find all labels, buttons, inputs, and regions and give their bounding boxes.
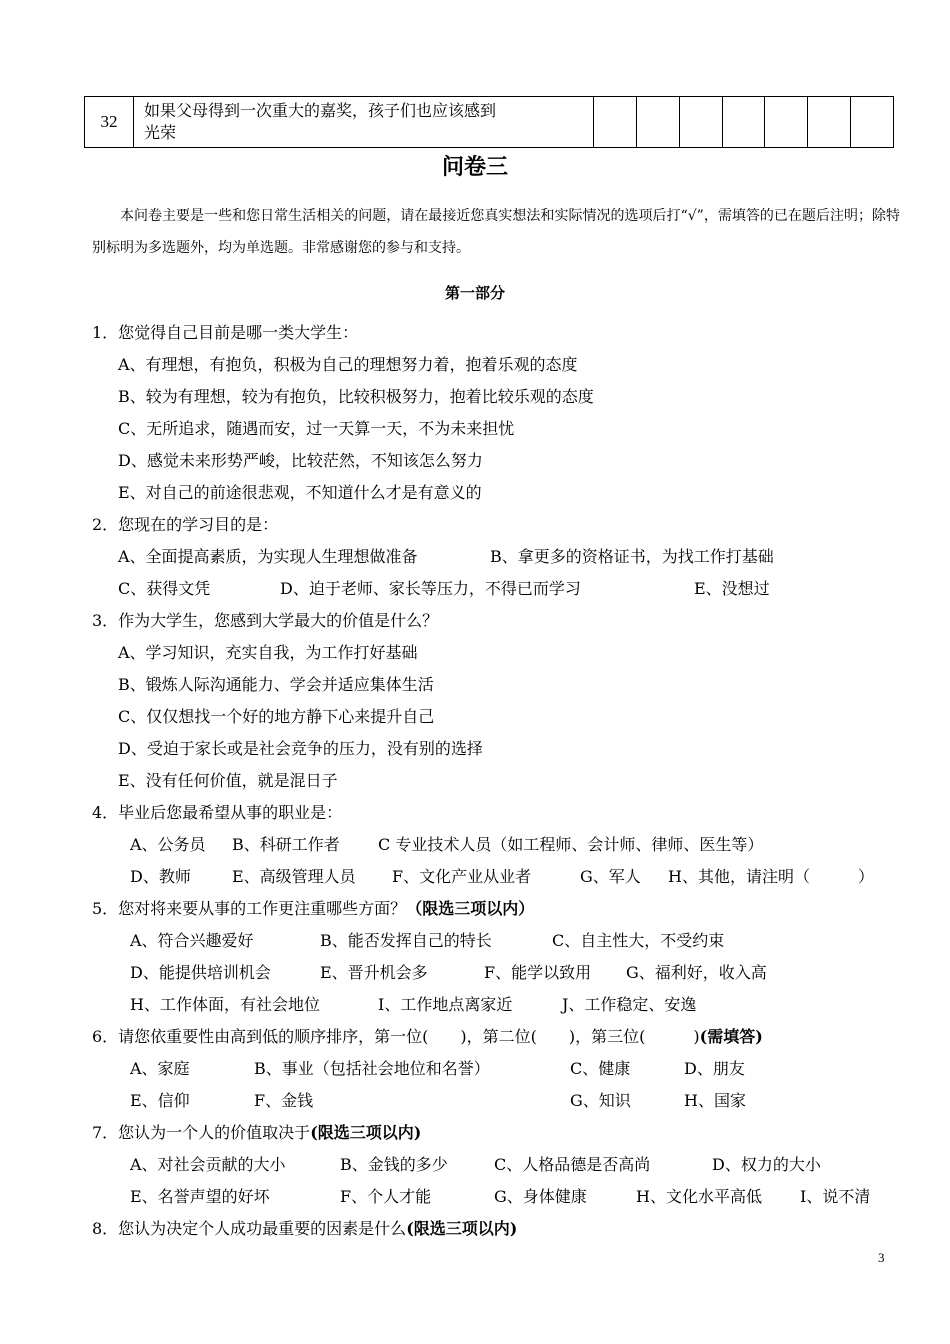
q6-option-d[interactable]: D、朋友 — [684, 1059, 745, 1078]
q7-option-a[interactable]: A、对社会贡献的大小 — [130, 1155, 286, 1174]
question-5-text: 5．您对将来要从事的工作更注重哪些方面？ — [92, 899, 407, 918]
question-6-text: 6．请您依重要性由高到低的顺序排序，第一位( )，第二位( )，第三位( ) — [92, 1027, 700, 1046]
answer-cell[interactable] — [851, 97, 894, 148]
question-8-note: (限选三项以内) — [406, 1219, 518, 1238]
q4-option-d[interactable]: D、教师 — [130, 867, 191, 886]
question-7-text: 7．您认为一个人的价值取决于 — [92, 1123, 311, 1142]
q5-option-i[interactable]: I、工作地点离家近 — [378, 995, 513, 1014]
question-7 — [92, 1121, 421, 1145]
answer-cell[interactable] — [636, 97, 679, 148]
q2-option-a[interactable]: A、全面提高素质，为实现人生理想做准备 — [118, 547, 418, 566]
question-3: 3．作为大学生，您感到大学最大的价值是什么？ — [92, 611, 439, 630]
q2-option-c[interactable]: C、获得文凭 — [118, 579, 211, 598]
answer-cell[interactable] — [722, 97, 765, 148]
row-statement-line2: 光荣 — [144, 123, 177, 142]
q5-option-a[interactable]: A、符合兴趣爱好 — [130, 931, 254, 950]
q3-option-c[interactable]: C、仅仅想找一个好的地方静下心来提升自己 — [118, 707, 435, 726]
question-7-note: (限选三项以内) — [310, 1123, 422, 1142]
q5-option-g[interactable]: G、福利好，收入高 — [626, 963, 767, 982]
q7-option-g[interactable]: G、身体健康 — [494, 1187, 587, 1206]
q1-option-d[interactable]: D、感觉未来形势严峻，比较茫然，不知该怎么努力 — [118, 451, 483, 470]
questionnaire-table-row — [84, 96, 894, 148]
q6-option-c[interactable]: C、健康 — [570, 1059, 631, 1078]
q5-option-d[interactable]: D、能提供培训机会 — [130, 963, 271, 982]
q5-option-j[interactable]: J、工作稳定、安逸 — [562, 995, 697, 1014]
q3-option-d[interactable]: D、受迫于家长或是社会竞争的压力，没有别的选择 — [118, 739, 483, 758]
row-statement-line1: 如果父母得到一次重大的嘉奖，孩子们也应该感到 — [144, 101, 497, 120]
question-1: 1．您觉得自己目前是哪一类大学生： — [92, 323, 359, 342]
q7-option-d[interactable]: D、权力的大小 — [712, 1155, 821, 1174]
q6-option-b[interactable]: B、事业（包括社会地位和名誉） — [254, 1059, 490, 1078]
q5-option-b[interactable]: B、能否发挥自己的特长 — [320, 931, 492, 950]
q4-option-e[interactable]: E、高级管理人员 — [232, 867, 356, 886]
q6-option-g[interactable]: G、知识 — [570, 1091, 631, 1110]
q1-option-c[interactable]: C、无所追求，随遇而安，过一天算一天，不为未来担忧 — [118, 419, 515, 438]
q5-option-h[interactable]: H、工作体面，有社会地位 — [130, 995, 320, 1014]
answer-cell[interactable] — [594, 97, 637, 148]
q7-option-i[interactable]: I、说不清 — [800, 1187, 871, 1206]
q2-option-d[interactable]: D、迫于老师、家长等压力，不得已而学习 — [280, 579, 581, 598]
q7-option-h[interactable]: H、文化水平高低 — [636, 1187, 762, 1206]
question-5-note: （限选三项以内） — [406, 899, 535, 918]
q6-option-a[interactable]: A、家庭 — [130, 1059, 190, 1078]
answer-cell[interactable] — [808, 97, 851, 148]
question-8 — [92, 1217, 517, 1241]
q4-option-c[interactable]: C 专业技术人员（如工程师、会计师、律师、医生等） — [378, 835, 764, 854]
question-5 — [92, 897, 534, 921]
q3-option-e[interactable]: E、没有任何价值，就是混日子 — [118, 771, 338, 790]
answer-cell[interactable] — [679, 97, 722, 148]
q4-option-b[interactable]: B、科研工作者 — [232, 835, 340, 854]
q4-option-h[interactable]: H、其他，请注明（ ） — [668, 867, 874, 886]
q6-option-f[interactable]: F、金钱 — [254, 1091, 314, 1110]
row-number: 32 — [85, 97, 134, 148]
q1-option-e[interactable]: E、对自己的前途很悲观，不知道什么才是有意义的 — [118, 483, 482, 502]
q7-option-b[interactable]: B、金钱的多少 — [340, 1155, 448, 1174]
question-6-note: (需填答) — [699, 1027, 763, 1046]
row-statement — [134, 97, 594, 148]
table-row — [85, 97, 894, 148]
intro-paragraph: 本问卷主要是一些和您日常生活相关的问题，请在最接近您真实想法和实际情况的选项后打“√”，需填答的已在题后注明；除特别标明为多选题外，均为单选题。非常感谢您的参与和支持。 — [92, 208, 900, 256]
q1-option-b[interactable]: B、较为有理想，较为有抱负，比较积极努力，抱着比较乐观的态度 — [118, 387, 594, 406]
q5-option-e[interactable]: E、晋升机会多 — [320, 963, 428, 982]
questionnaire-title: 问卷三 — [441, 155, 508, 180]
q7-option-f[interactable]: F、个人才能 — [340, 1187, 432, 1206]
question-4: 4．毕业后您最希望从事的职业是： — [92, 803, 343, 822]
q3-option-a[interactable]: A、学习知识，充实自我，为工作打好基础 — [118, 643, 418, 662]
q4-option-a[interactable]: A、公务员 — [130, 835, 206, 854]
q3-option-b[interactable]: B、锻炼人际沟通能力、学会并适应集体生活 — [118, 675, 434, 694]
question-6 — [92, 1025, 763, 1049]
q4-option-g[interactable]: G、军人 — [580, 867, 641, 886]
answer-cell[interactable] — [765, 97, 808, 148]
q5-option-c[interactable]: C、自主性大，不受约束 — [552, 931, 725, 950]
page-number: 3 — [878, 1250, 885, 1265]
q4-option-f[interactable]: F、文化产业从业者 — [392, 867, 532, 886]
q2-option-b[interactable]: B、拿更多的资格证书，为找工作打基础 — [490, 547, 774, 566]
q2-option-e[interactable]: E、没想过 — [694, 579, 770, 598]
q7-option-c[interactable]: C、人格品德是否高尚 — [494, 1155, 651, 1174]
question-8-text: 8．您认为决定个人成功最重要的因素是什么 — [92, 1219, 407, 1238]
q6-option-h[interactable]: H、国家 — [684, 1091, 746, 1110]
q7-option-e[interactable]: E、名誉声望的好坏 — [130, 1187, 270, 1206]
section-title: 第一部分 — [444, 284, 505, 302]
question-2: 2．您现在的学习目的是： — [92, 515, 279, 534]
q1-option-a[interactable]: A、有理想，有抱负，积极为自己的理想努力着，抱着乐观的态度 — [118, 355, 578, 374]
q5-option-f[interactable]: F、能学以致用 — [484, 963, 592, 982]
q6-option-e[interactable]: E、信仰 — [130, 1091, 190, 1110]
